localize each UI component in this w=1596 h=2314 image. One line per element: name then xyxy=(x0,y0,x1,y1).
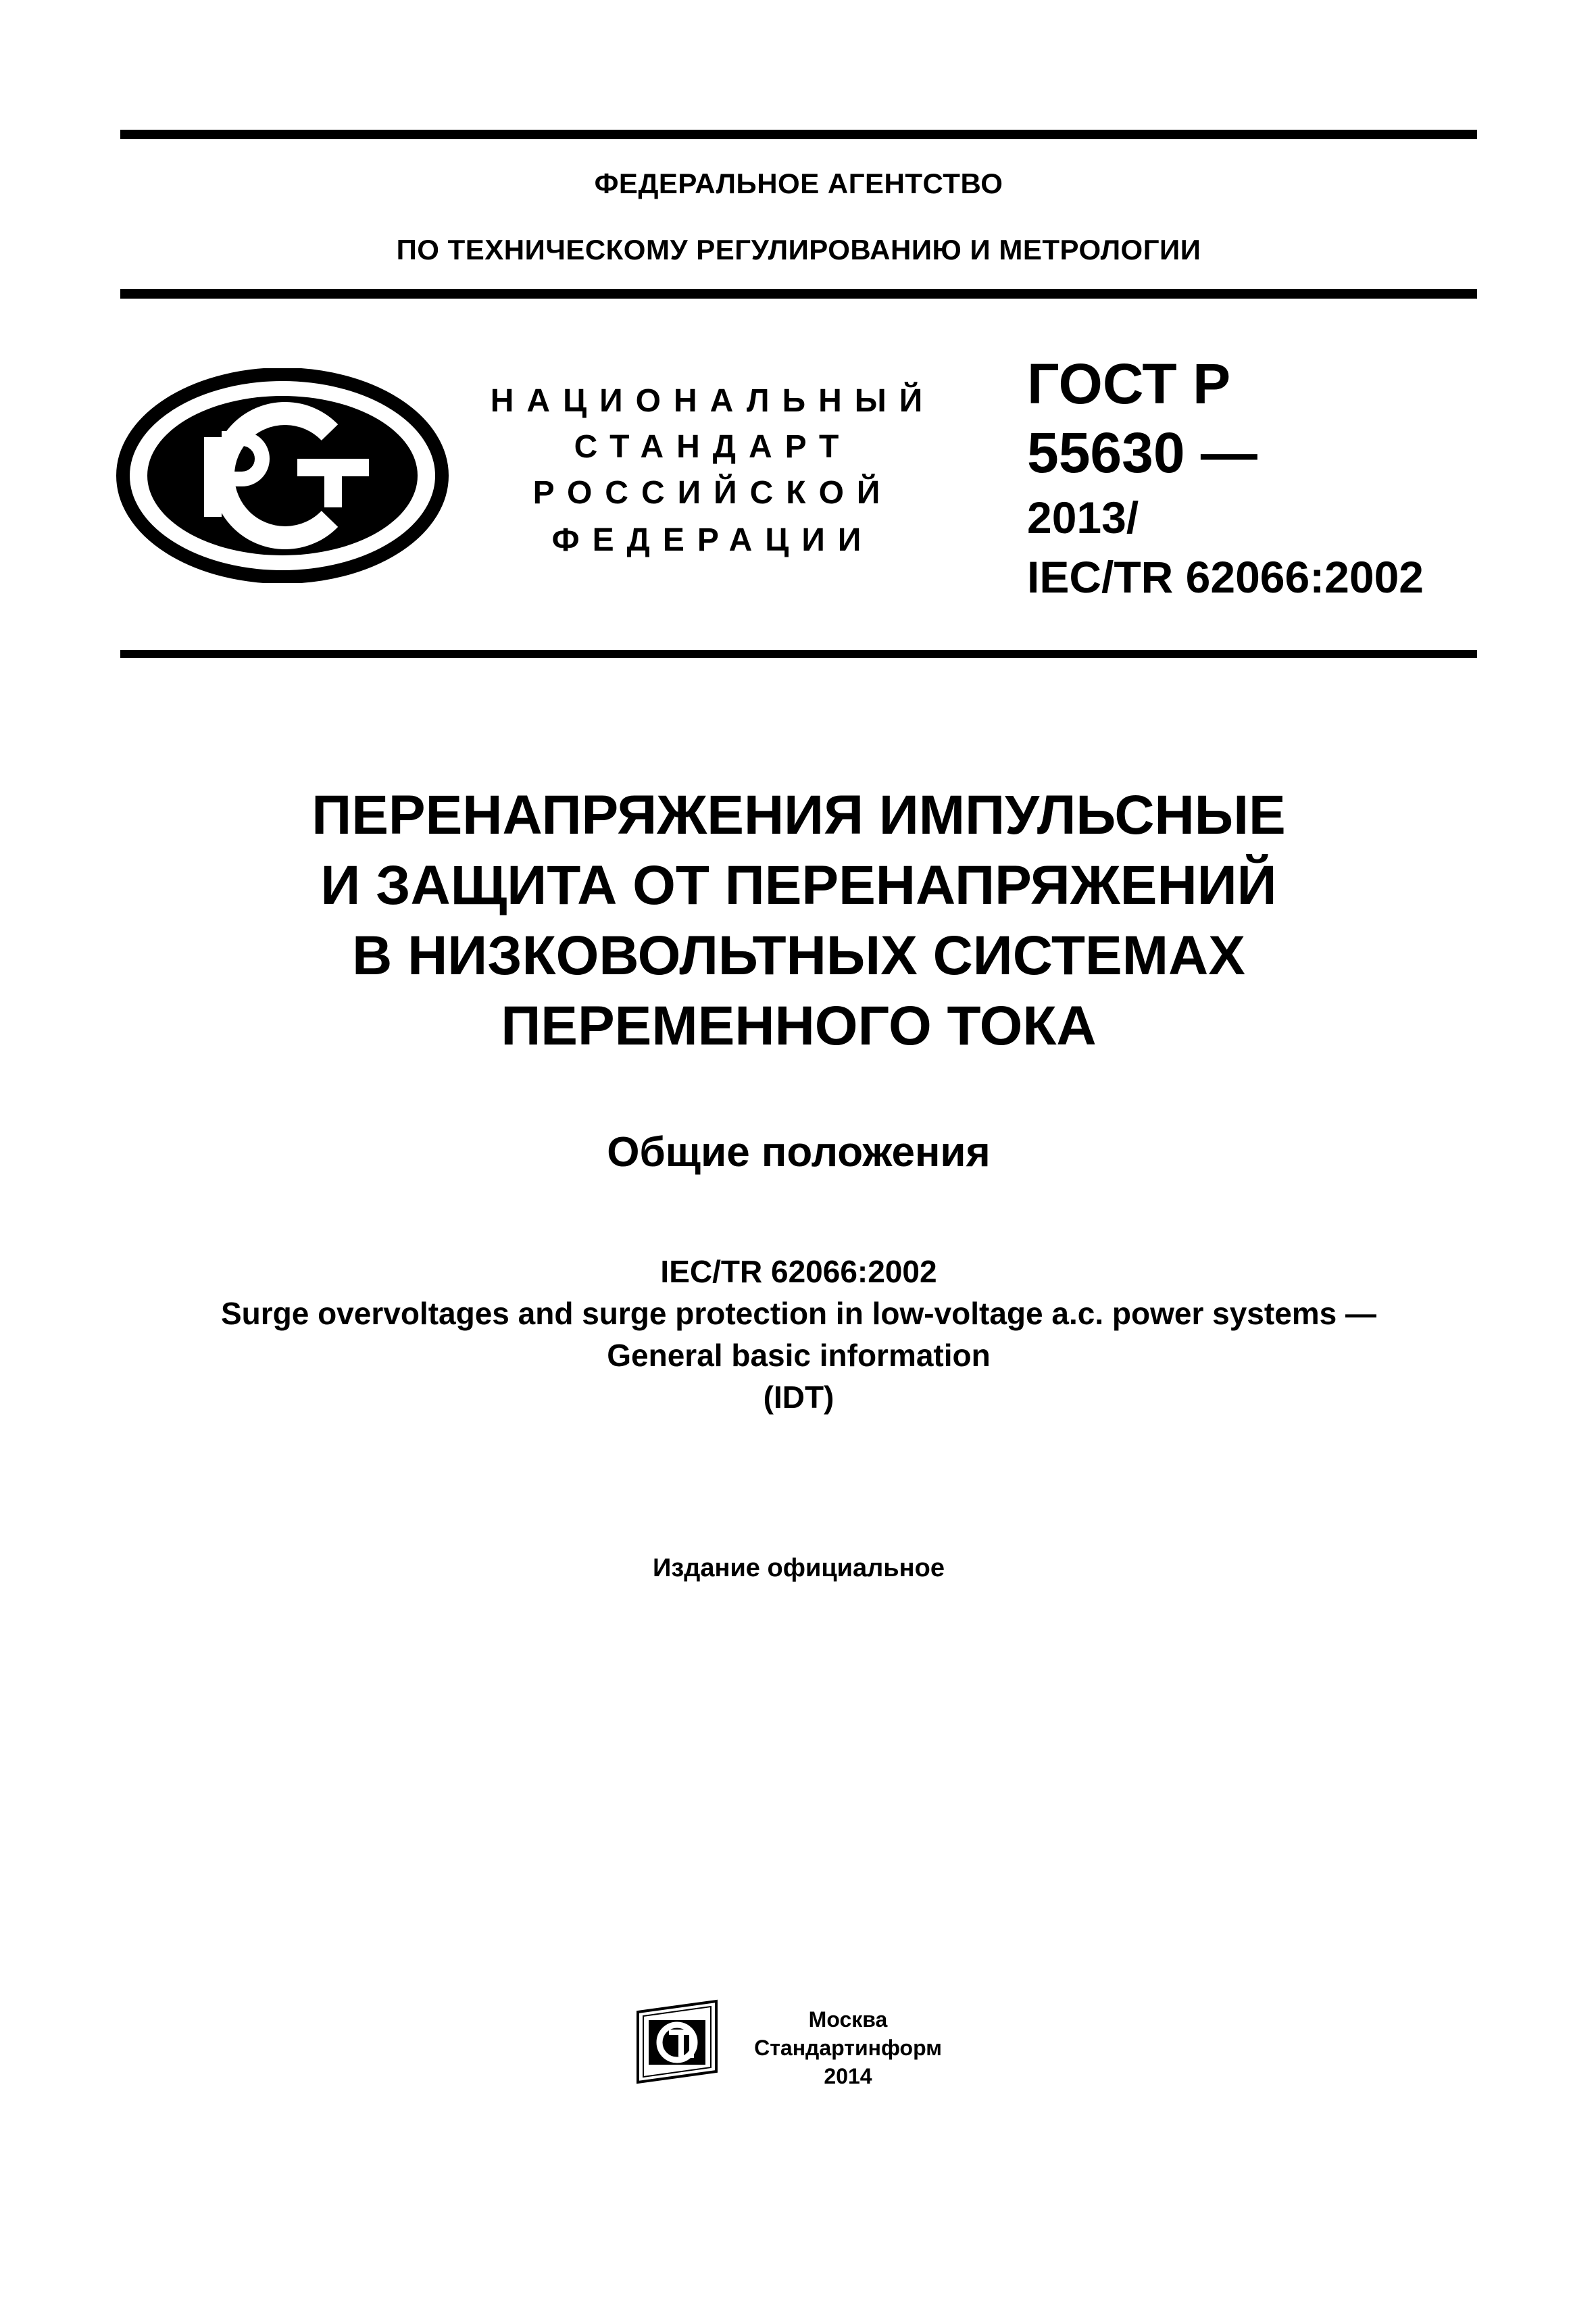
iec-code: IEC/TR 62066:2002 xyxy=(660,1254,937,1289)
designation-iec: IEC/TR 62066:2002 xyxy=(1027,552,1424,602)
title-line-2: И ЗАЩИТА ОТ ПЕРЕНАПРЯЖЕНИЙ xyxy=(320,855,1277,916)
rst-emblem-icon xyxy=(116,368,449,583)
national-standard-line-3: РОССИЙСКОЙ xyxy=(532,475,893,511)
subtitle: Общие положения xyxy=(607,1129,991,1176)
iec-title-line-1: Surge overvoltages and surge protection in low-voltage a.c. power systems — xyxy=(220,1296,1377,1331)
header-rule xyxy=(120,289,1477,299)
title-line-3: В НИЗКОВОЛЬТНЫХ СИСТЕМАХ xyxy=(352,925,1245,986)
publisher-city: Москва xyxy=(808,2007,888,2032)
national-standard-line-1: НАЦИОНАЛЬНЫЙ xyxy=(490,383,936,419)
standartinform-logo-icon xyxy=(628,1998,726,2085)
publisher-year: 2014 xyxy=(824,2064,872,2088)
designation-number: 55630 — xyxy=(1027,421,1257,484)
national-standard-line-2: СТАНДАРТ xyxy=(574,429,852,465)
designation-year: 2013/ xyxy=(1027,493,1139,543)
agency-line-2: ПО ТЕХНИЧЕСКОМУ РЕГУЛИРОВАНИЮ И МЕТРОЛОГИИ xyxy=(396,234,1201,266)
title-line-4: ПЕРЕМЕННОГО ТОКА xyxy=(501,995,1097,1057)
edition-label: Издание официальное xyxy=(653,1554,945,1582)
designation-gost: ГОСТ Р xyxy=(1027,352,1231,416)
title-line-1: ПЕРЕНАПРЯЖЕНИЯ ИМПУЛЬСНЫЕ xyxy=(311,784,1286,846)
iec-identity: (IDT) xyxy=(763,1380,834,1415)
publisher-name: Стандартинформ xyxy=(754,2036,942,2060)
top-rule xyxy=(120,130,1477,139)
middle-rule xyxy=(120,650,1477,658)
iec-title-line-2: General basic information xyxy=(607,1338,991,1373)
agency-line-1: ФЕДЕРАЛЬНОЕ АГЕНТСТВО xyxy=(594,168,1003,199)
national-standard-line-4: ФЕДЕРАЦИИ xyxy=(551,522,874,558)
